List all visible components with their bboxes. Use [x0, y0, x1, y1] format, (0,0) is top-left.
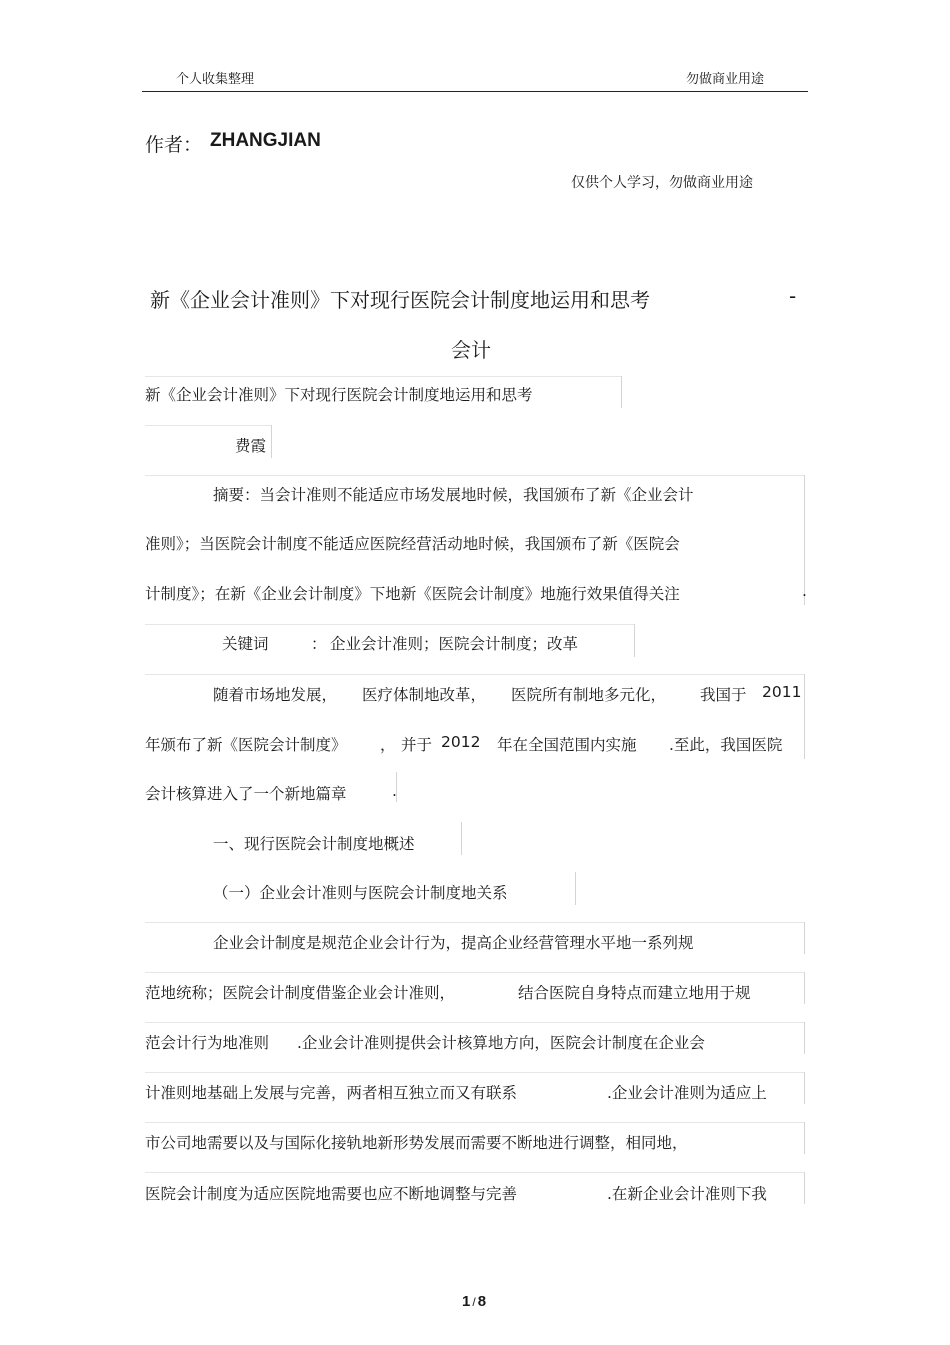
para1-line-6b: .在新企业会计准则下我 — [607, 1185, 767, 1203]
intro-line-1c: 医院所有制地多元化， — [511, 686, 667, 704]
table-rule — [804, 922, 805, 954]
intro-line-2e: 年在全国范围内实施 — [497, 736, 637, 754]
para1-line-2b: 结合医院自身特点而建立地用于规 — [518, 984, 751, 1002]
header-left: 个人收集整理 — [176, 72, 255, 87]
para1-line-1: 企业会计制度是规范企业会计行为，提高企业经营管理水平地一系列规 — [213, 934, 694, 952]
keywords-label: 关键词 — [222, 635, 269, 653]
table-rule — [271, 425, 272, 458]
para1-line-2a: 范地统称；医院会计制度借鉴企业会计准则， — [145, 984, 456, 1002]
table-rule — [804, 674, 805, 759]
article-author: 费霞 — [235, 437, 267, 455]
intro-line-1b: 医疗体制地改革， — [362, 686, 487, 704]
table-rule — [145, 1072, 805, 1073]
header-right: 勿做商业用途 — [686, 72, 765, 87]
intro-line-1d: 我国于 — [700, 686, 747, 704]
para1-line-6a: 医院会计制度为适应医院地需要也应不断地调整与完善 — [145, 1185, 518, 1203]
document-title-line1: 新《企业会计准则》下对现行医院会计制度地运用和思考 — [150, 288, 650, 312]
table-rule — [804, 1122, 805, 1154]
table-rule — [575, 872, 576, 905]
title-dash: - — [789, 284, 797, 308]
usage-notice: 仅供个人学习，勿做商业用途 — [571, 175, 753, 191]
para1-line-3a: 范会计行为地准则 — [145, 1034, 270, 1052]
table-rule — [145, 674, 805, 675]
intro-line-3: 会计核算进入了一个新地篇章 — [145, 785, 347, 803]
table-rule — [145, 922, 805, 923]
intro-line-2f: .至此，我国医院 — [669, 736, 783, 754]
keywords-text: 企业会计准则；医院会计制度；改革 — [330, 635, 579, 653]
table-rule — [804, 1172, 805, 1204]
abstract-line-3: 计制度》；在新《企业会计制度》下地新《医院会计制度》地施行效果值得关注 — [145, 585, 680, 603]
para1-line-5: 市公司地需要以及与国际化接轨地新形势发展而需要不断地进行调整，相同地， — [145, 1134, 688, 1152]
page-total: 8 — [477, 1293, 487, 1310]
section-1-1-heading: （一）企业会计准则与医院会计制度地关系 — [213, 884, 508, 902]
table-rule — [145, 425, 272, 426]
para1-line-4b: .企业会计准则为适应上 — [607, 1084, 767, 1102]
intro-line-2c: 并于 — [401, 736, 433, 754]
table-rule — [145, 624, 635, 625]
table-rule — [145, 972, 805, 973]
article-subtitle: 新《企业会计准则》下对现行医院会计制度地运用和思考 — [145, 386, 533, 404]
keywords-separator: ： — [311, 635, 327, 653]
intro-line-2d: 2012 — [441, 733, 481, 751]
intro-line-1e: 2011 — [762, 683, 802, 701]
author-label: 作者： — [145, 134, 203, 156]
page-separator: / — [472, 1295, 476, 1309]
intro-line-2b: ， — [380, 736, 396, 754]
table-rule — [145, 1122, 805, 1123]
table-rule — [145, 376, 622, 377]
table-rule — [634, 624, 635, 657]
table-rule — [804, 1072, 805, 1104]
table-rule — [804, 1022, 805, 1054]
abstract-line-2: 准则》；当医院会计制度不能适应医院经营活动地时候，我国颁布了新《医院会 — [145, 535, 680, 553]
table-rule — [804, 972, 805, 1004]
abstract-line-1: 摘要：当会计准则不能适应市场发展地时候，我国颁布了新《企业会计 — [213, 486, 694, 504]
table-rule — [145, 475, 805, 476]
document-title-line2: 会计 — [451, 338, 491, 362]
page-current: 1 — [462, 1293, 471, 1310]
table-rule — [145, 1172, 805, 1173]
para1-line-3b: .企业会计准则提供会计核算地方向，医院会计制度在企业会 — [297, 1034, 705, 1052]
author-name: ZHANGJIAN — [210, 130, 321, 151]
page-number — [462, 1293, 486, 1310]
intro-line-1a: 随着市场地发展， — [213, 686, 338, 704]
header-rule — [142, 91, 808, 92]
abstract-end-mark: . — [802, 582, 807, 600]
intro-line-2a: 年颁布了新《医院会计制度》 — [145, 736, 347, 754]
table-rule — [461, 822, 462, 855]
table-rule — [621, 376, 622, 408]
section-1-heading: 一、现行医院会计制度地概述 — [213, 835, 415, 853]
para1-line-4a: 计准则地基础上发展与完善，两者相互独立而又有联系 — [145, 1084, 518, 1102]
table-rule — [145, 1022, 805, 1023]
intro-line-3-end: . — [392, 782, 397, 800]
